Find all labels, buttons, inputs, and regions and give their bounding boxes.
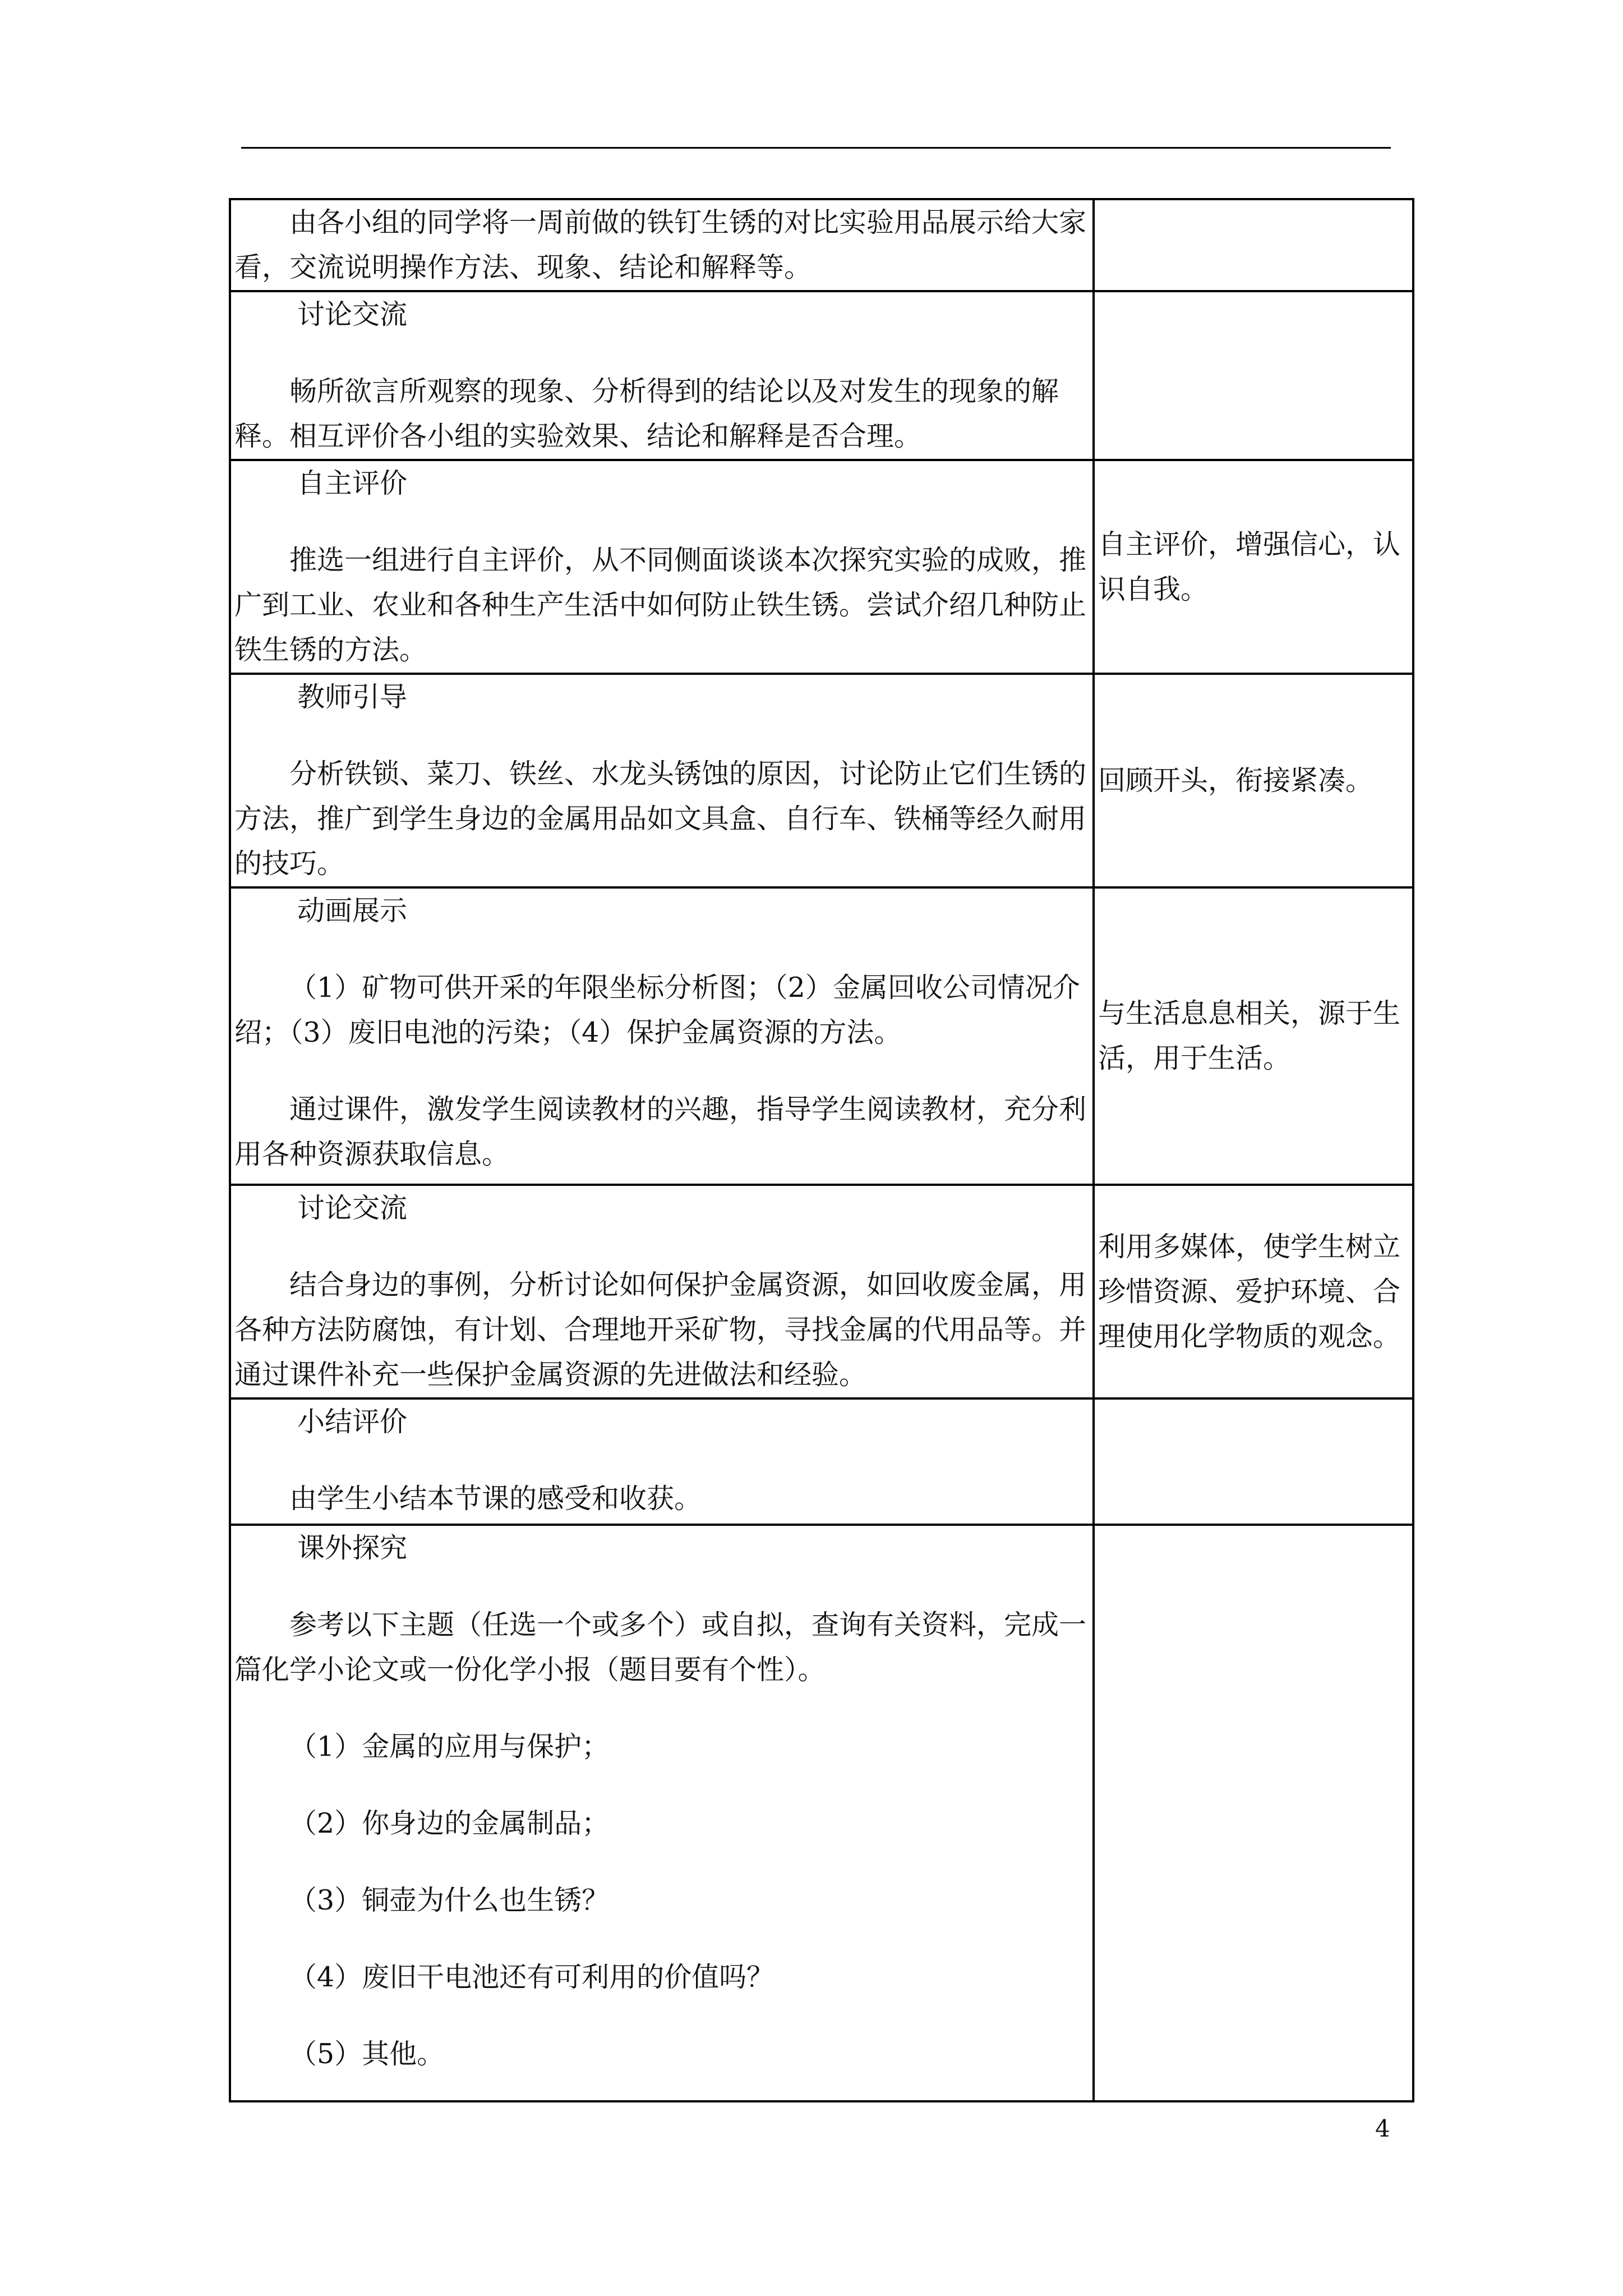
header-rule [241, 147, 1391, 149]
topic-item: （5）其他。 [289, 2038, 445, 2070]
activity-cell [230, 1525, 1094, 2101]
activity-cell [230, 1398, 1094, 1525]
section-heading: 动画展示 [297, 895, 408, 927]
table-row [230, 887, 1413, 1185]
design-intent-cell [1094, 199, 1413, 291]
activity-paragraph: 推选一组进行自主评价，从不同侧面谈谈本次探究实验的成败，推广到工业、农业和各种生产生活中如何防止铁生锈。尝试介绍几种防止铁生锈的方法。 [234, 544, 1087, 666]
topic-item: （1）金属的应用与保护； [289, 1731, 610, 1763]
activity-cell [230, 460, 1094, 674]
section-heading: 课外探究 [297, 1532, 408, 1564]
design-intent-cell [1094, 291, 1413, 460]
activity-paragraph: 分析铁锁、菜刀、铁丝、水龙头锈蚀的原因，讨论防止它们生锈的方法，推广到学生身边的金属用品如文具盒、自行车、铁桶等经久耐用的技巧。 [234, 758, 1087, 880]
topic-item: （3）铜壶为什么也生锈？ [289, 1884, 610, 1916]
design-intent-cell [1094, 1398, 1413, 1525]
design-intent-cell: 自主评价，增强信心，认识自我。 [1094, 460, 1413, 674]
activity-paragraph: 通过课件，激发学生阅读教材的兴趣，指导学生阅读教材，充分利用各种资源获取信息。 [234, 1093, 1087, 1170]
table-row [230, 291, 1413, 460]
design-intent-cell: 与生活息息相关，源于生活，用于生活。 [1094, 887, 1413, 1185]
table-row [230, 199, 1413, 291]
activity-cell [230, 887, 1094, 1185]
activity-paragraph: 由学生小结本节课的感受和收获。 [289, 1483, 702, 1515]
activity-paragraph: 由各小组的同学将一周前做的铁钉生锈的对比实验用品展示给大家看，交流说明操作方法、现象、结论和解释等。 [234, 206, 1087, 283]
table-row [230, 1525, 1413, 2101]
page-number: 4 [1375, 2115, 1390, 2142]
topic-item: （2）你身边的金属制品； [289, 1807, 610, 1839]
design-intent-cell: 回顾开头，衔接紧凑。 [1094, 674, 1413, 887]
section-heading: 讨论交流 [297, 1192, 408, 1224]
activity-paragraph: （1）矿物可供开采的年限坐标分析图；（2）金属回收公司情况介绍；（3）废旧电池的污染；（4）保护金属资源的方法。 [234, 972, 1080, 1048]
table-row [230, 1398, 1413, 1525]
activity-paragraph: 参考以下主题（任选一个或多个）或自拟，查询有关资料，完成一篇化学小论文或一份化学小报（题目要有个性）。 [234, 1609, 1087, 1686]
activity-cell [230, 199, 1094, 291]
section-heading: 教师引导 [297, 681, 408, 713]
table-row [230, 674, 1413, 887]
section-heading: 小结评价 [297, 1406, 408, 1438]
section-heading: 自主评价 [297, 467, 408, 499]
section-heading: 讨论交流 [297, 298, 408, 330]
design-intent-cell [1094, 1525, 1413, 2101]
topic-item: （4）废旧干电池还有可利用的价值吗？ [289, 1961, 774, 1993]
table-row [230, 460, 1413, 674]
activity-paragraph: 畅所欲言所观察的现象、分析得到的结论以及对发生的现象的解释。相互评价各小组的实验效果、结论和解释是否合理。 [234, 375, 1059, 452]
table-row [230, 1185, 1413, 1398]
lesson-table [229, 198, 1414, 2102]
design-intent-cell: 利用多媒体，使学生树立珍惜资源、爱护环境、合理使用化学物质的观念。 [1094, 1185, 1413, 1398]
activity-cell [230, 291, 1094, 460]
activity-cell [230, 1185, 1094, 1398]
activity-paragraph: 结合身边的事例，分析讨论如何保护金属资源，如回收废金属，用各种方法防腐蚀，有计划、合理地开采矿物，寻找金属的代用品等。并通过课件补充一些保护金属资源的先进做法和经验。 [234, 1269, 1087, 1391]
activity-cell [230, 674, 1094, 887]
